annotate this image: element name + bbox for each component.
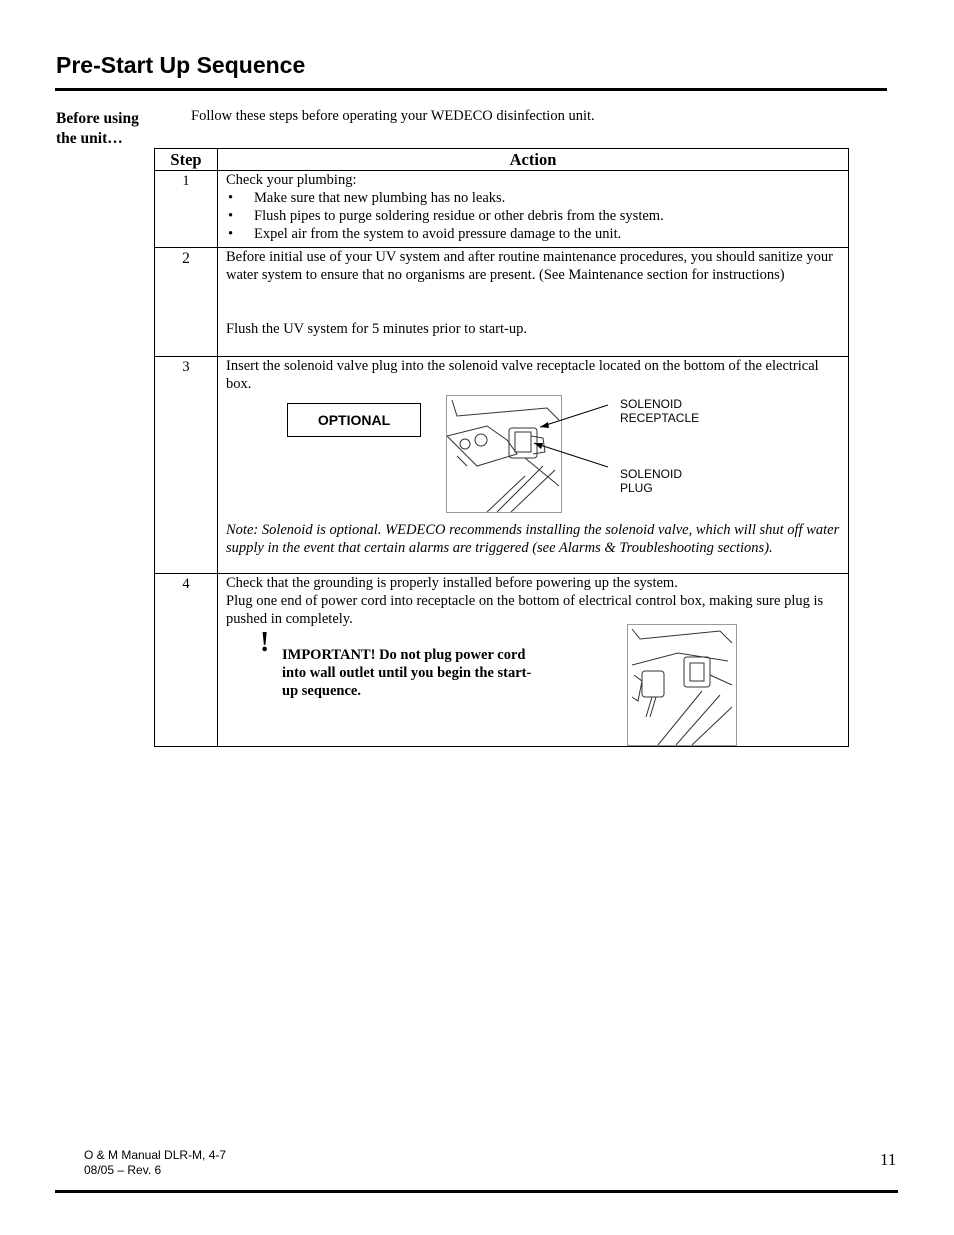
step-cell — [155, 248, 218, 357]
action-cell — [218, 171, 849, 248]
footer-manual-info — [84, 1148, 226, 1178]
step-cell — [155, 574, 218, 747]
solenoid-note: Note: Solenoid is optional. WEDECO recommends installing the solenoid valve, which will shut off water supply in the event that certain alarms are triggered (see Alarms & Troubleshooting sections). — [226, 522, 840, 556]
action-cell — [218, 574, 849, 747]
callout-solenoid-plug — [620, 467, 682, 495]
table-header-row — [155, 149, 849, 171]
action-text-2: Plug one end of power cord into receptacle on the bottom of electrical control box, making sure plug is pushed in completely. — [226, 593, 824, 627]
bullet-item: • Flush pipes to purge soldering residue or other debris from the system. — [226, 207, 840, 225]
action-text: Before initial use of your UV system and after routine maintenance procedures, you should sanitize your water system to ensure that no organisms are present. (See Maintenance section for instructions) — [226, 249, 833, 283]
power-cord-figure — [226, 628, 840, 746]
title-rule — [55, 88, 887, 91]
solenoid-figure — [226, 393, 840, 521]
step-number: 2 — [182, 250, 190, 267]
action-text-2: Flush the UV system for 5 minutes prior to start-up. — [226, 321, 527, 337]
side-label-line-2: the unit… — [56, 130, 123, 147]
bullet-list — [226, 189, 840, 243]
intro-text: Follow these steps before operating your WEDECO disinfection unit. — [191, 108, 595, 124]
table-row — [155, 357, 849, 574]
steps-table — [154, 148, 849, 747]
callout-text: SOLENOID — [620, 467, 683, 481]
action-lead: Check your plumbing: — [226, 172, 357, 188]
power-cord-illustration — [628, 625, 736, 745]
bullet-item: • Expel air from the system to avoid pressure damage to the unit. — [226, 225, 840, 243]
callout-arrows — [506, 393, 626, 503]
exclamation-icon: ! — [260, 627, 270, 658]
callout-text: SOLENOID — [620, 397, 683, 411]
important-warning: IMPORTANT! Do not plug power cord into wall outlet until you begin the start-up sequence. — [282, 647, 532, 699]
step-number: 4 — [182, 576, 190, 592]
step-number: 1 — [182, 173, 190, 189]
callout-text: PLUG — [620, 481, 653, 495]
page-number: 11 — [880, 1150, 897, 1169]
side-label-line-1: Before using — [56, 110, 139, 127]
step-cell — [155, 171, 218, 248]
bullet-item: • Make sure that new plumbing has no leaks. — [226, 189, 840, 207]
table-row — [155, 574, 849, 747]
action-cell — [218, 357, 849, 574]
footer-rule — [55, 1190, 898, 1193]
action-text: Insert the solenoid valve plug into the solenoid valve receptacle located on the bottom of the electrical box. — [226, 358, 819, 392]
action-text: Check that the grounding is properly installed before powering up the system. — [226, 575, 678, 591]
callout-text: RECEPTACLE — [620, 411, 700, 425]
power-cord-photo — [627, 624, 737, 746]
step-cell — [155, 357, 218, 574]
callout-solenoid-receptacle — [620, 397, 699, 425]
header-step: Step — [155, 149, 218, 171]
footer-revision: 08/05 – Rev. 6 — [84, 1163, 162, 1177]
header-action: Action — [218, 149, 849, 171]
optional-label-box: OPTIONAL — [287, 403, 421, 437]
side-label — [56, 109, 166, 149]
table-row — [155, 171, 849, 248]
page-title: Pre-Start Up Sequence — [56, 52, 306, 78]
step-number: 3 — [182, 359, 190, 375]
footer-manual: O & M Manual DLR-M, 4-7 — [84, 1148, 227, 1162]
action-cell — [218, 248, 849, 357]
spacer — [226, 284, 840, 320]
table-row — [155, 248, 849, 357]
